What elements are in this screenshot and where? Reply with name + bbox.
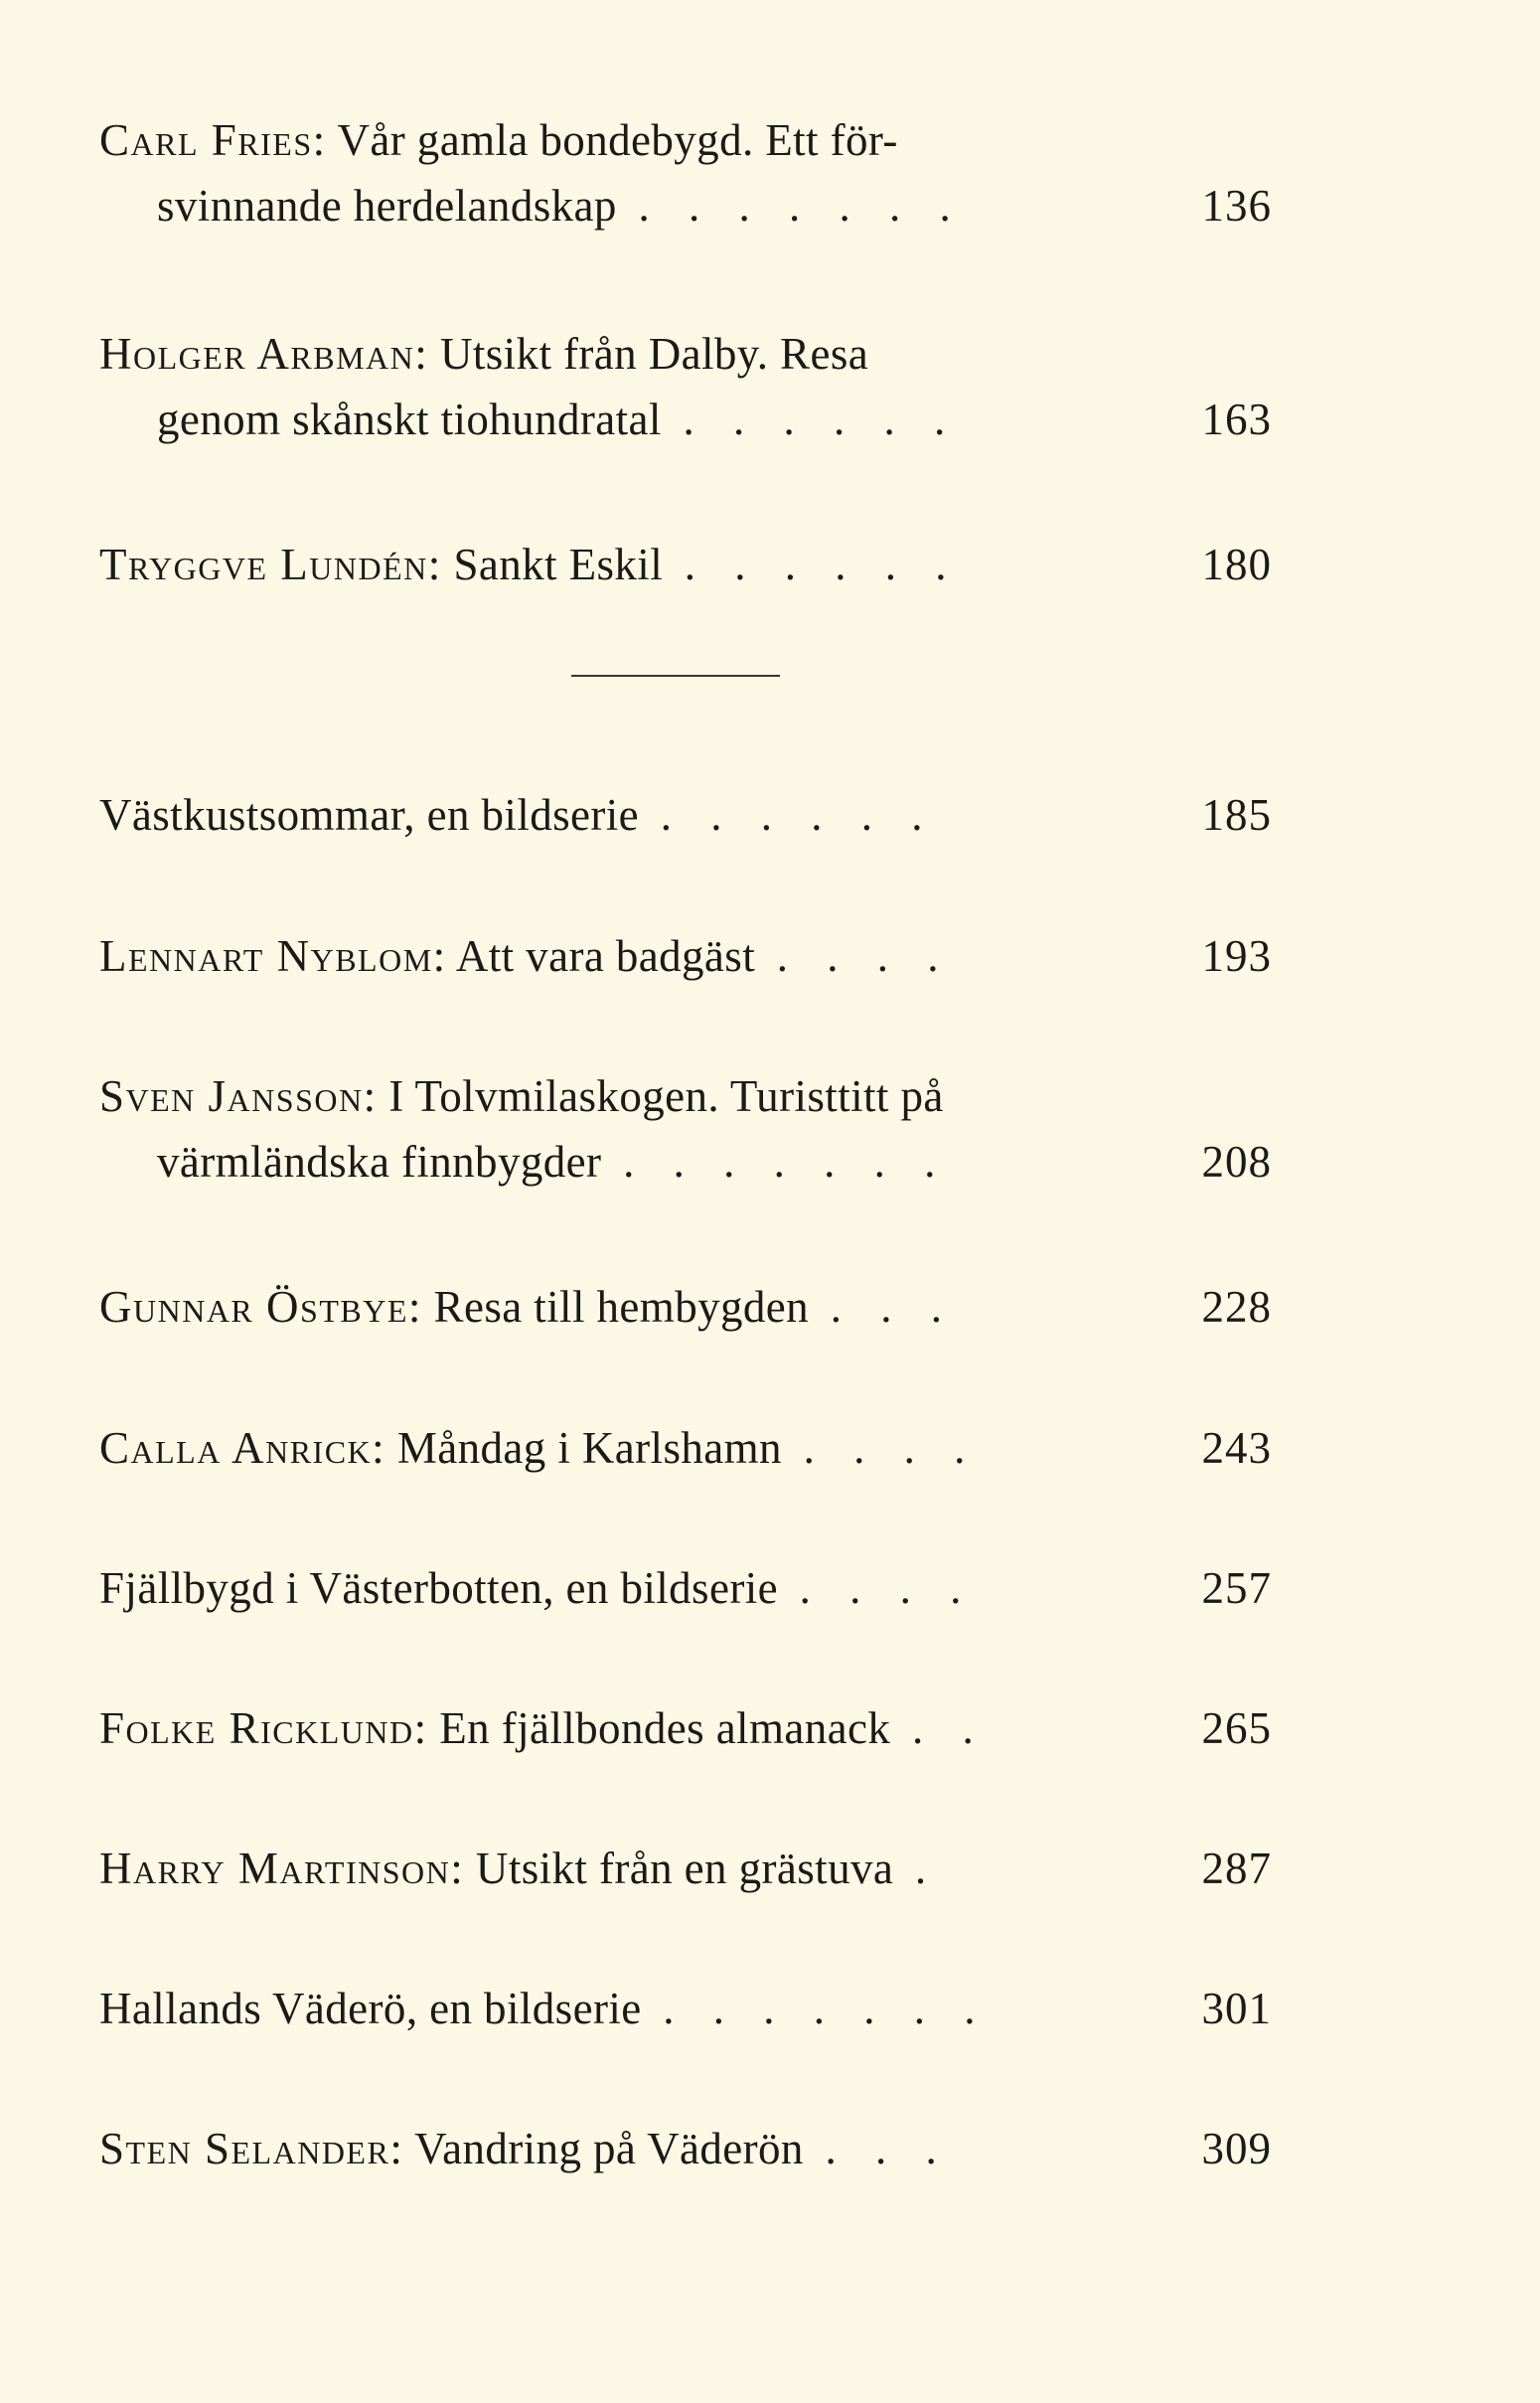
toc-leader-dots: . . . . . . . [638,181,965,231]
toc-page-number: 180 [1201,540,1272,589]
toc-entry-first-line [99,321,1272,387]
toc-entry [99,1695,1272,1761]
toc-leader-dots: . . . . . . . [663,1984,990,2033]
toc-entry [99,923,1272,989]
toc-leader-dots: . . [911,1703,988,1753]
toc-title: Hallands Väderö, en bildserie [99,1984,642,2033]
toc-entry-second-line [99,387,1272,452]
toc-author: Sten Selander: [99,2124,404,2173]
toc-leader-dots: . [914,1843,941,1893]
toc-entry-first-line [99,107,1272,173]
toc-leader-dots: . . . . . . [683,395,960,444]
toc-author: Tryggve Lundén: [99,540,442,589]
toc-page-number: 309 [1201,2124,1272,2173]
toc-entry-line [99,1836,1272,1901]
toc-page-number: 136 [1201,181,1272,231]
toc-leader-dots: . . . . . . . [623,1137,950,1187]
toc-title: Måndag i Karlshamn [396,1423,782,1473]
toc-page-number: 243 [1201,1423,1272,1473]
toc-entry-line [99,1695,1272,1761]
toc-entry [99,107,1272,239]
toc-page-number: 257 [1201,1563,1272,1613]
toc-entry [99,532,1272,597]
toc-author: Carl Fries: [99,115,327,165]
toc-author: Lennart Nyblom: [99,931,447,981]
toc-entry [99,1274,1272,1340]
toc-entry-line [99,532,1272,597]
toc-entry-line [99,1555,1272,1621]
toc-author: Gunnar Östbye: [99,1282,422,1332]
toc-title: Utsikt från Dalby. Resa [439,329,869,379]
toc-entry [99,321,1272,452]
toc-entry-first-line [99,1063,1272,1129]
toc-title: Utsikt från en grästuva [475,1843,894,1893]
toc-entry [99,1976,1272,2041]
toc-entry [99,1063,1272,1195]
toc-page-number: 265 [1201,1703,1272,1753]
toc-title-continuation: värmländska finnbygder [157,1137,602,1187]
toc-entry-line [99,1415,1272,1481]
toc-title: I Tolvmilaskogen. Turisttitt på [388,1071,944,1121]
toc-author: Calla Anrick: [99,1423,386,1473]
toc-entry-line [99,782,1272,848]
section-divider [571,675,780,677]
toc-leader-dots: . . . [830,1282,956,1332]
toc-leader-dots: . . . . . . [684,540,961,589]
toc-author: Holger Arbman: [99,329,429,379]
toc-page-number: 208 [1201,1137,1272,1187]
toc-author: Sven Jansson: [99,1071,378,1121]
toc-title: Vår gamla bondebygd. Ett för- [337,115,898,165]
toc-entry-second-line [99,173,1272,239]
toc-page-number: 228 [1201,1282,1272,1332]
toc-entry-line [99,1274,1272,1340]
toc-title: Att vara badgäst [455,931,756,981]
toc-entry-line [99,923,1272,989]
toc-title: Västkustsommar, en bildserie [99,790,640,840]
toc-leader-dots: . . . . [803,1423,980,1473]
toc-leader-dots: . . . . . . [660,790,937,840]
toc-author: Harry Martinson: [99,1843,465,1893]
toc-title: Fjällbygd i Västerbotten, en bildserie [99,1563,778,1613]
toc-page-number: 193 [1201,931,1272,981]
toc-page-number: 287 [1201,1843,1272,1893]
toc-entry [99,2116,1272,2181]
toc-leader-dots: . . . . [799,1563,976,1613]
toc-title: Resa till hembygden [433,1282,810,1332]
toc-entry [99,1555,1272,1621]
toc-entry [99,782,1272,848]
toc-title-continuation: genom skånskt tiohundratal [157,395,662,444]
toc-entry [99,1415,1272,1481]
toc-entry-line [99,2116,1272,2181]
toc-entry [99,1836,1272,1901]
toc-title: Sankt Eskil [453,540,664,589]
toc-entry-second-line [99,1129,1272,1195]
toc-title: Vandring på Väderön [414,2124,804,2173]
toc-title: En fjällbondes almanack [439,1703,891,1753]
toc-title-continuation: svinnande herdelandskap [157,181,617,231]
toc-page-number: 301 [1201,1984,1272,2033]
toc-leader-dots: . . . [825,2124,951,2173]
toc-page-number: 163 [1201,395,1272,444]
toc-page-number: 185 [1201,790,1272,840]
toc-leader-dots: . . . . [776,931,953,981]
toc-author: Folke Ricklund: [99,1703,428,1753]
toc-entry-line [99,1976,1272,2041]
